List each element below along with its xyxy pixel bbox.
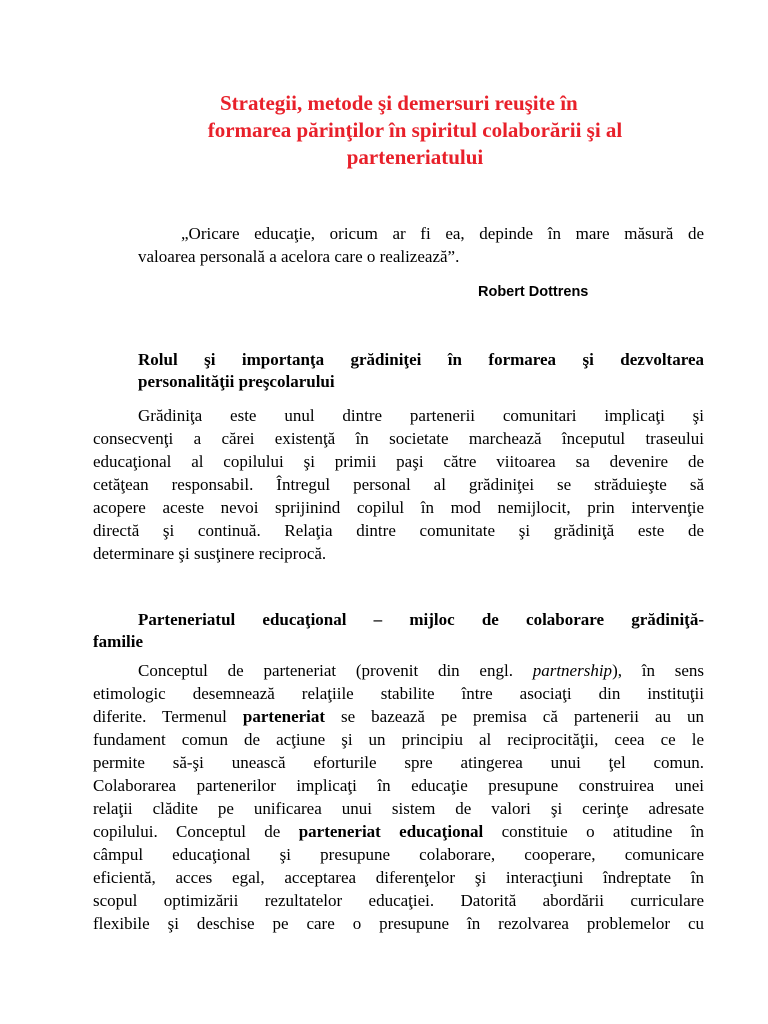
title-line: parteneriatului — [346, 145, 484, 169]
paragraph-line: permite să-şi unească eforturile spre atingerea unui ţel comun. — [93, 753, 704, 772]
bold-term: parteneriat educaţional — [298, 822, 484, 841]
section2-paragraph — [93, 659, 704, 935]
paragraph-line: Conceptul de parteneriat (provenit din engl. partnership), în sens — [138, 661, 704, 680]
paragraph-line: Colaborarea partenerilor implicaţi în educaţie presupune construirea unei — [93, 776, 704, 795]
paragraph-line: educaţional al copilului şi primii paşi către viitoarea sa devenire de — [93, 452, 704, 471]
paragraph-line: Grădiniţa este unul dintre partenerii comunitari implicaţi şi — [138, 406, 704, 425]
section2-heading — [93, 609, 704, 653]
paragraph-line: scopul optimizării rezultatelor educaţiei. Datorită abordării curriculare — [93, 891, 704, 910]
paragraph-line: relaţii clădite pe unificarea unui sistem de valori şi cerinţe adresate — [93, 799, 704, 818]
quote-author: Robert Dottrens — [478, 284, 589, 300]
section1-paragraph — [93, 404, 704, 565]
epigraph-quote — [138, 222, 704, 268]
paragraph-line: diferite. Termenul parteneriat se bazează pe premisa că partenerii au un — [93, 707, 705, 726]
quote-line: „Oricare educaţie, oricum ar fi ea, depinde în mare măsură de — [181, 224, 704, 243]
italic-term: partnership — [532, 661, 613, 680]
title-line: Strategii, metode şi demersuri reuşite în — [220, 91, 578, 115]
paragraph-line: flexibile şi deschise pe care o presupune în rezolvarea problemelor cu — [93, 914, 704, 933]
paragraph-line: acopere aceste nevoi sprijinind copilul în mod nemijlocit, prin intervenţie — [93, 498, 704, 517]
title-line: formarea părinţilor în spiritul colaborării şi al — [207, 118, 623, 142]
paragraph-line: copilului. Conceptul de parteneriat educaţional constituie o atitudine în — [93, 822, 704, 841]
bold-term: parteneriat — [242, 707, 326, 726]
paragraph-line: determinare şi susţinere reciprocă. — [93, 544, 327, 563]
heading-line: personalităţii preşcolarului — [138, 372, 335, 391]
paragraph-line: fundament comun de acţiune şi un principiu al reciprocităţii, ceea ce le — [93, 730, 704, 749]
paragraph-line: directă şi continuă. Relaţia dintre comunitate şi grădiniţă este de — [93, 521, 704, 540]
paragraph-line: cetăţean responsabil. Întregul personal al grădiniţei se străduieşte să — [93, 475, 704, 494]
paragraph-line: etimologic desemnează relaţiile stabilite între asociaţi din instituţii — [93, 684, 704, 703]
section1-heading — [138, 349, 704, 393]
heading-line: Rolul şi importanţa grădiniţei în formarea şi dezvoltarea — [138, 350, 704, 369]
heading-line: Parteneriatul educaţional – mijloc de colaborare grădiniţă- — [138, 610, 704, 629]
paragraph-line: consecvenţi a cărei existenţă în societate marchează începutul traseului — [93, 429, 704, 448]
document-title — [150, 90, 680, 171]
paragraph-line: câmpul educaţional şi presupune colaborare, cooperare, comunicare — [93, 845, 704, 864]
paragraph-line: eficientă, acces egal, acceptarea diferenţelor şi interacţiuni îndreptate în — [93, 868, 704, 887]
quote-line: valoarea personală a acelora care o realizează”. — [138, 247, 460, 266]
heading-line: familie — [93, 632, 144, 651]
